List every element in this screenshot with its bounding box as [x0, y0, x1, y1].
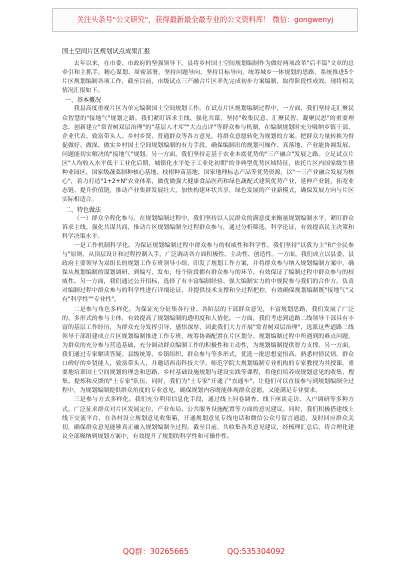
section-heading-features: 二、特色做法: [65, 206, 102, 214]
paragraph-participation: （一）群众全程化参与。在规划编制过程中，我们坚持以人民群众的满意度来衡量规划编制水平，紧盯群众诉求主线、强化共谋共商，推动片区规划编制全过程群众参与，通过分析筛选、科学论证，有效提高民主决策和科学决策水平。: [62, 215, 354, 240]
qq-number-text: QQ:535304092: [227, 547, 286, 556]
paragraph-mechanism: 一是工作机制科学化。为保证规划编制过程中群众参与的权威性和科学性，我们坚持"以我为主"和"全民参与"原则，从顶层设计和过程控制入手，广泛调动各方面积极性、主动性、创造性。一方面，我们成立以县委、县政府主要领导为双组长的规划工作专班领导小组，印发了规划工作方案，并将群众参与纳入规划编制方案中，确保从规划编制的谋划调研、到编写、发布、每个阶段都有群众参与的环节。有效保证了编制过程中群众参与的权威性。另一方面，我们通过公开招标，选择了有丰富编制经验、强大编制实力的中规院参与我们的合作方，负责对编制过程中群众参与的科学性进行详细论证，并提供技术支撑和全过程把控，有效确保规划编制既"接地气"又有"科学性""专业性"。: [62, 242, 354, 304]
document-body: [62, 48, 354, 526]
document-title: 国土空间片区规划试点成果汇报: [62, 48, 151, 55]
paragraph-overview: 我县高度重视片区为单元编制国土空间规划工作。在试点片区规划编制过程中，一方面，我们坚持走汇聚民众智慧的"接地气"规划之路。我们紧盯诉求主线、强化共谋，坚持"收集民意、汇聚民智、凝聚民思"的重要理念，创新建立"常青树双层治理"的"基层人才库""大点点评"等群众参与机制，在编制规划时充分吸纳乡镇干部、企业代表、致富带头人、乡村乡贤、普通群众等各方意见，将群众意愿转化为规划的方案。把群众力量转换为督促做好、做深、做实乡村国土空间规划编制的有力手段，确保编制出的规划可操作、真落地、产业能协调发展、问题能切实解决的"接地气"规划。另一方面，我们坚持走基于农业本底优势的"三产融合"发展之路。立足试点片区"人均收入水平低于工业化后期、城镇化水平处于工业化初期"的非典型优势区域特征，依托片区内国家级生猪种业园区、国家级蔬菜制种核心基地、枝柑种苗基地、国家地理标志产品等优势资源，以"一三产业融合发展为核心"，着力打造"1+2+N"农业体系，做优做强大健康食品医药和绿色蔬配式建筑优势产业，延伸产业链、拓宽业态链、提升价值链，推动产业集群发展壮大，加快构建环状共享，绿色发展的产业新模式，确保发展方向与片区实际相适合。: [62, 106, 354, 204]
header-banner: 关注头条号"公文研究"，获得最新最全最专业的公文资料库！ 微信：gongwenyj: [52, 8, 358, 32]
paragraph-methods: 三是参与方式多样化。我们充分利用信息化手段，通过线上问卷调查、线下座谈走访、入户调研等多种方式，广泛征求群众对片区发展定位、产业布局、公共服务设施配置等方面的意见建议。同时，我们积极搭建线上线下交流平台，在各村设立规划意见收集箱，开通规划意见专线电话和微信公众号留言通道，及时回应群众关切，确保群众意见能够真正融入规划编制全过程。截至目前，共收集各类意见建议，经梳理汇总后，将合理化建议全部吸纳到规划方案中，有效提升了规划的科学性和可操作性。: [62, 397, 354, 440]
paragraph-roles: 二是参与角色多样化。为保证充分征集各行业、各阶层的干部群众意见，丰富规划思路，我们发展了广泛的、多形式的参与主体，有效提高了规划编制的透明度和人情化。一方面，我们考虑到道路二线领导干部具有丰富的基层工作经历，为群众充分发挥引导、感悟深厚，因此我们大力开展"常青树双层治理"，选派这些道路二线领导干部组建成立片区规划编制推进工作专班，统筹协调配置在片区划分、规划编制过程中所遇到的难点问题，为群众的充分参与营造基础，充分调动群众编制工作的积极性和主动性，为规划编制提供智力支撑。另一方面，我们通过专家解读答疑、县级统筹、乡镇组织、群众参与等多形式，优选一批思想觉悟高、熟悉村情民情，群众口碑好的乡贤能人、致富带头人，并邀请西南科技大学、师范学院大规划编制专业机构的专家教授为其授课，重要地培训国土空间规划的理念和思路，乡村基础设施规划与建设实践等课程，将他们培养成规划意见的收集、搜集、提炼和反馈的"土专家"队伍，同时，我们为"土专家"开通了"直通车"，让他们可以直接参与到规划编制全过程中，为规划编制提供群众角度的专业意见，确保规划内容既能体现群众意愿，又能满足专业要求。: [62, 306, 354, 395]
section-heading-overview: 一、基本概况: [65, 97, 102, 105]
qq-group-text: QQ群：30265665: [122, 547, 189, 556]
paragraph-intro: 去年以来，在市委、市政府的坚强领导下，县将乡村国土空间规划编制作为做好两项改革"后半篇"文章的总牵引和主抓手，精心谋划、周密部署，坚持问题导向、坚持目标导向，统筹城乡一体规划的思路，系统推进5个片区规划编制各项工作，截至目前，市级试点三产融合片区率先完成初步方案编制，取得阶段性成效。现将相关情况汇报如下。: [62, 61, 354, 95]
footer-contact: [0, 546, 408, 562]
